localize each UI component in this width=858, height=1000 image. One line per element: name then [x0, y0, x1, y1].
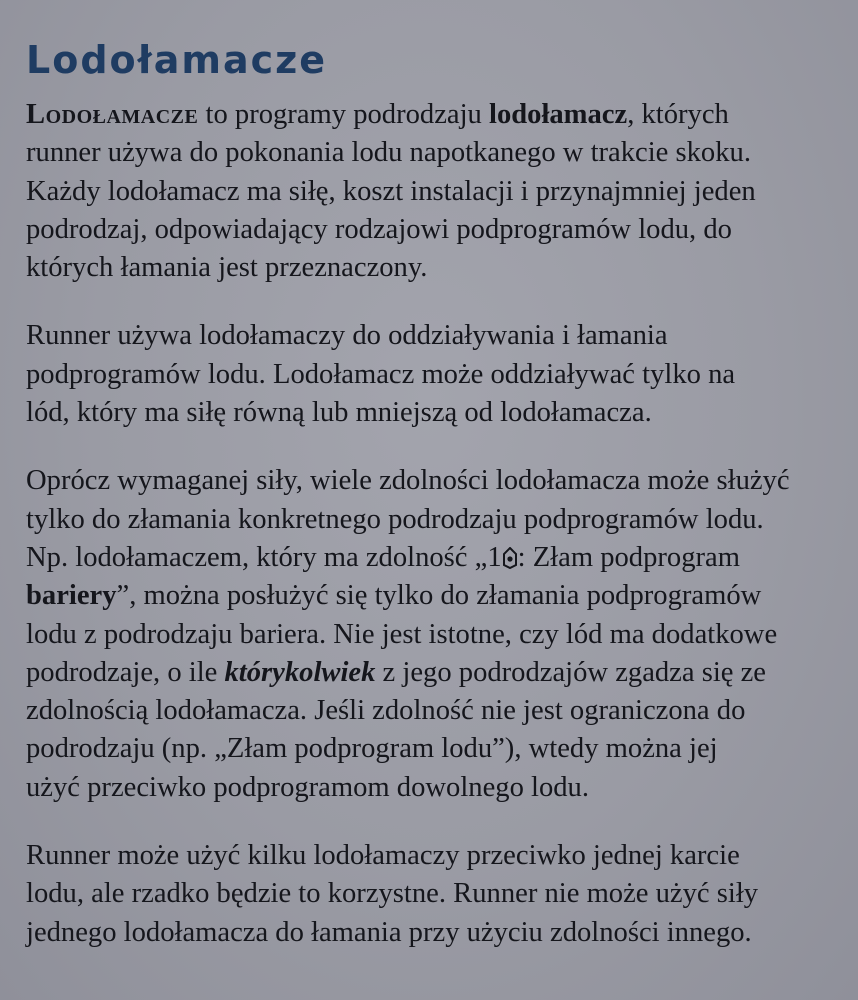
paragraph-line: zdolnością lodołamacza. Jeśli zdolność nie jest ograniczona do: [26, 695, 746, 727]
paragraph-line: [26, 654, 836, 692]
paragraph-line: Runner używa lodołamaczy do oddziaływania i łamania: [26, 320, 668, 352]
paragraph-line: podrodzaj, odpowiadający rodzajowi podprogramów lodu, do: [26, 213, 732, 245]
paragraph-line: Runner może użyć kilku lodołamaczy przeciwko jednej karcie: [26, 840, 740, 872]
paragraph-line: podprogramów lodu. Lodołamacz może oddziaływać tylko na: [26, 358, 736, 390]
text-span: z jego podrodzajów zgadza się ze: [375, 656, 767, 688]
section-title: Lodołamacze: [26, 38, 328, 82]
paragraph-3: [26, 462, 836, 807]
paragraph-line: lód, który ma siłę równą lub mniejszą od lodołamacza.: [26, 397, 652, 429]
paragraph-line: lodu z podrodzaju bariera. Nie jest istotne, czy lód ma dodatkowe: [26, 618, 778, 650]
paragraph-1: [26, 96, 836, 287]
paragraph-line: podrodzaju (np. „Złam podprogram lodu”), wtedy można jej: [26, 733, 718, 765]
credit-icon: [503, 547, 517, 569]
paragraph-line: runner używa do pokonania lodu napotkanego w trakcie skoku.: [26, 137, 751, 169]
paragraph-line: [26, 577, 836, 615]
subtype-bariery: bariery: [26, 580, 117, 612]
paragraph-2: [26, 317, 836, 432]
paragraph-line: [26, 539, 836, 577]
text-span: ”, można posłużyć się tylko do złamania podprogramów: [116, 580, 762, 612]
text-span: Np. lodołamaczem, który ma zdolność „1: [26, 541, 502, 573]
text-span: : Złam podprogram: [517, 541, 740, 573]
term-lodolamacze: Lodołamacze: [26, 99, 199, 130]
paragraph-line: których łamania jest przeznaczony.: [26, 252, 428, 284]
paragraph-line: tylko do złamania konkretnego podrodzaju podprogramów lodu.: [26, 503, 764, 535]
subtype-lodolamacz: lodołamacz: [489, 99, 628, 130]
paragraph-line: [26, 96, 836, 134]
paragraph-line: Oprócz wymaganej siły, wiele zdolności lodołamacza może służyć: [26, 465, 790, 497]
paragraph-line: Każdy lodołamacz ma siłę, koszt instalacji i przynajmniej jeden: [26, 175, 756, 207]
paragraph-line: użyć przeciwko podprogramom dowolnego lodu.: [26, 771, 589, 803]
text-span: to programy podrodzaju: [198, 99, 489, 130]
emphasis-ktorykolwiek: którykolwiek: [224, 656, 376, 688]
paragraph-4: [26, 837, 836, 952]
paragraph-line: lodu, ale rzadko będzie to korzystne. Runner nie może użyć siły: [26, 878, 759, 910]
text-span: podrodzaje, o ile: [26, 656, 225, 688]
paragraph-line: jednego lodołamacza do łamania przy użyciu zdolności innego.: [26, 916, 752, 948]
text-span: , których: [627, 99, 729, 130]
